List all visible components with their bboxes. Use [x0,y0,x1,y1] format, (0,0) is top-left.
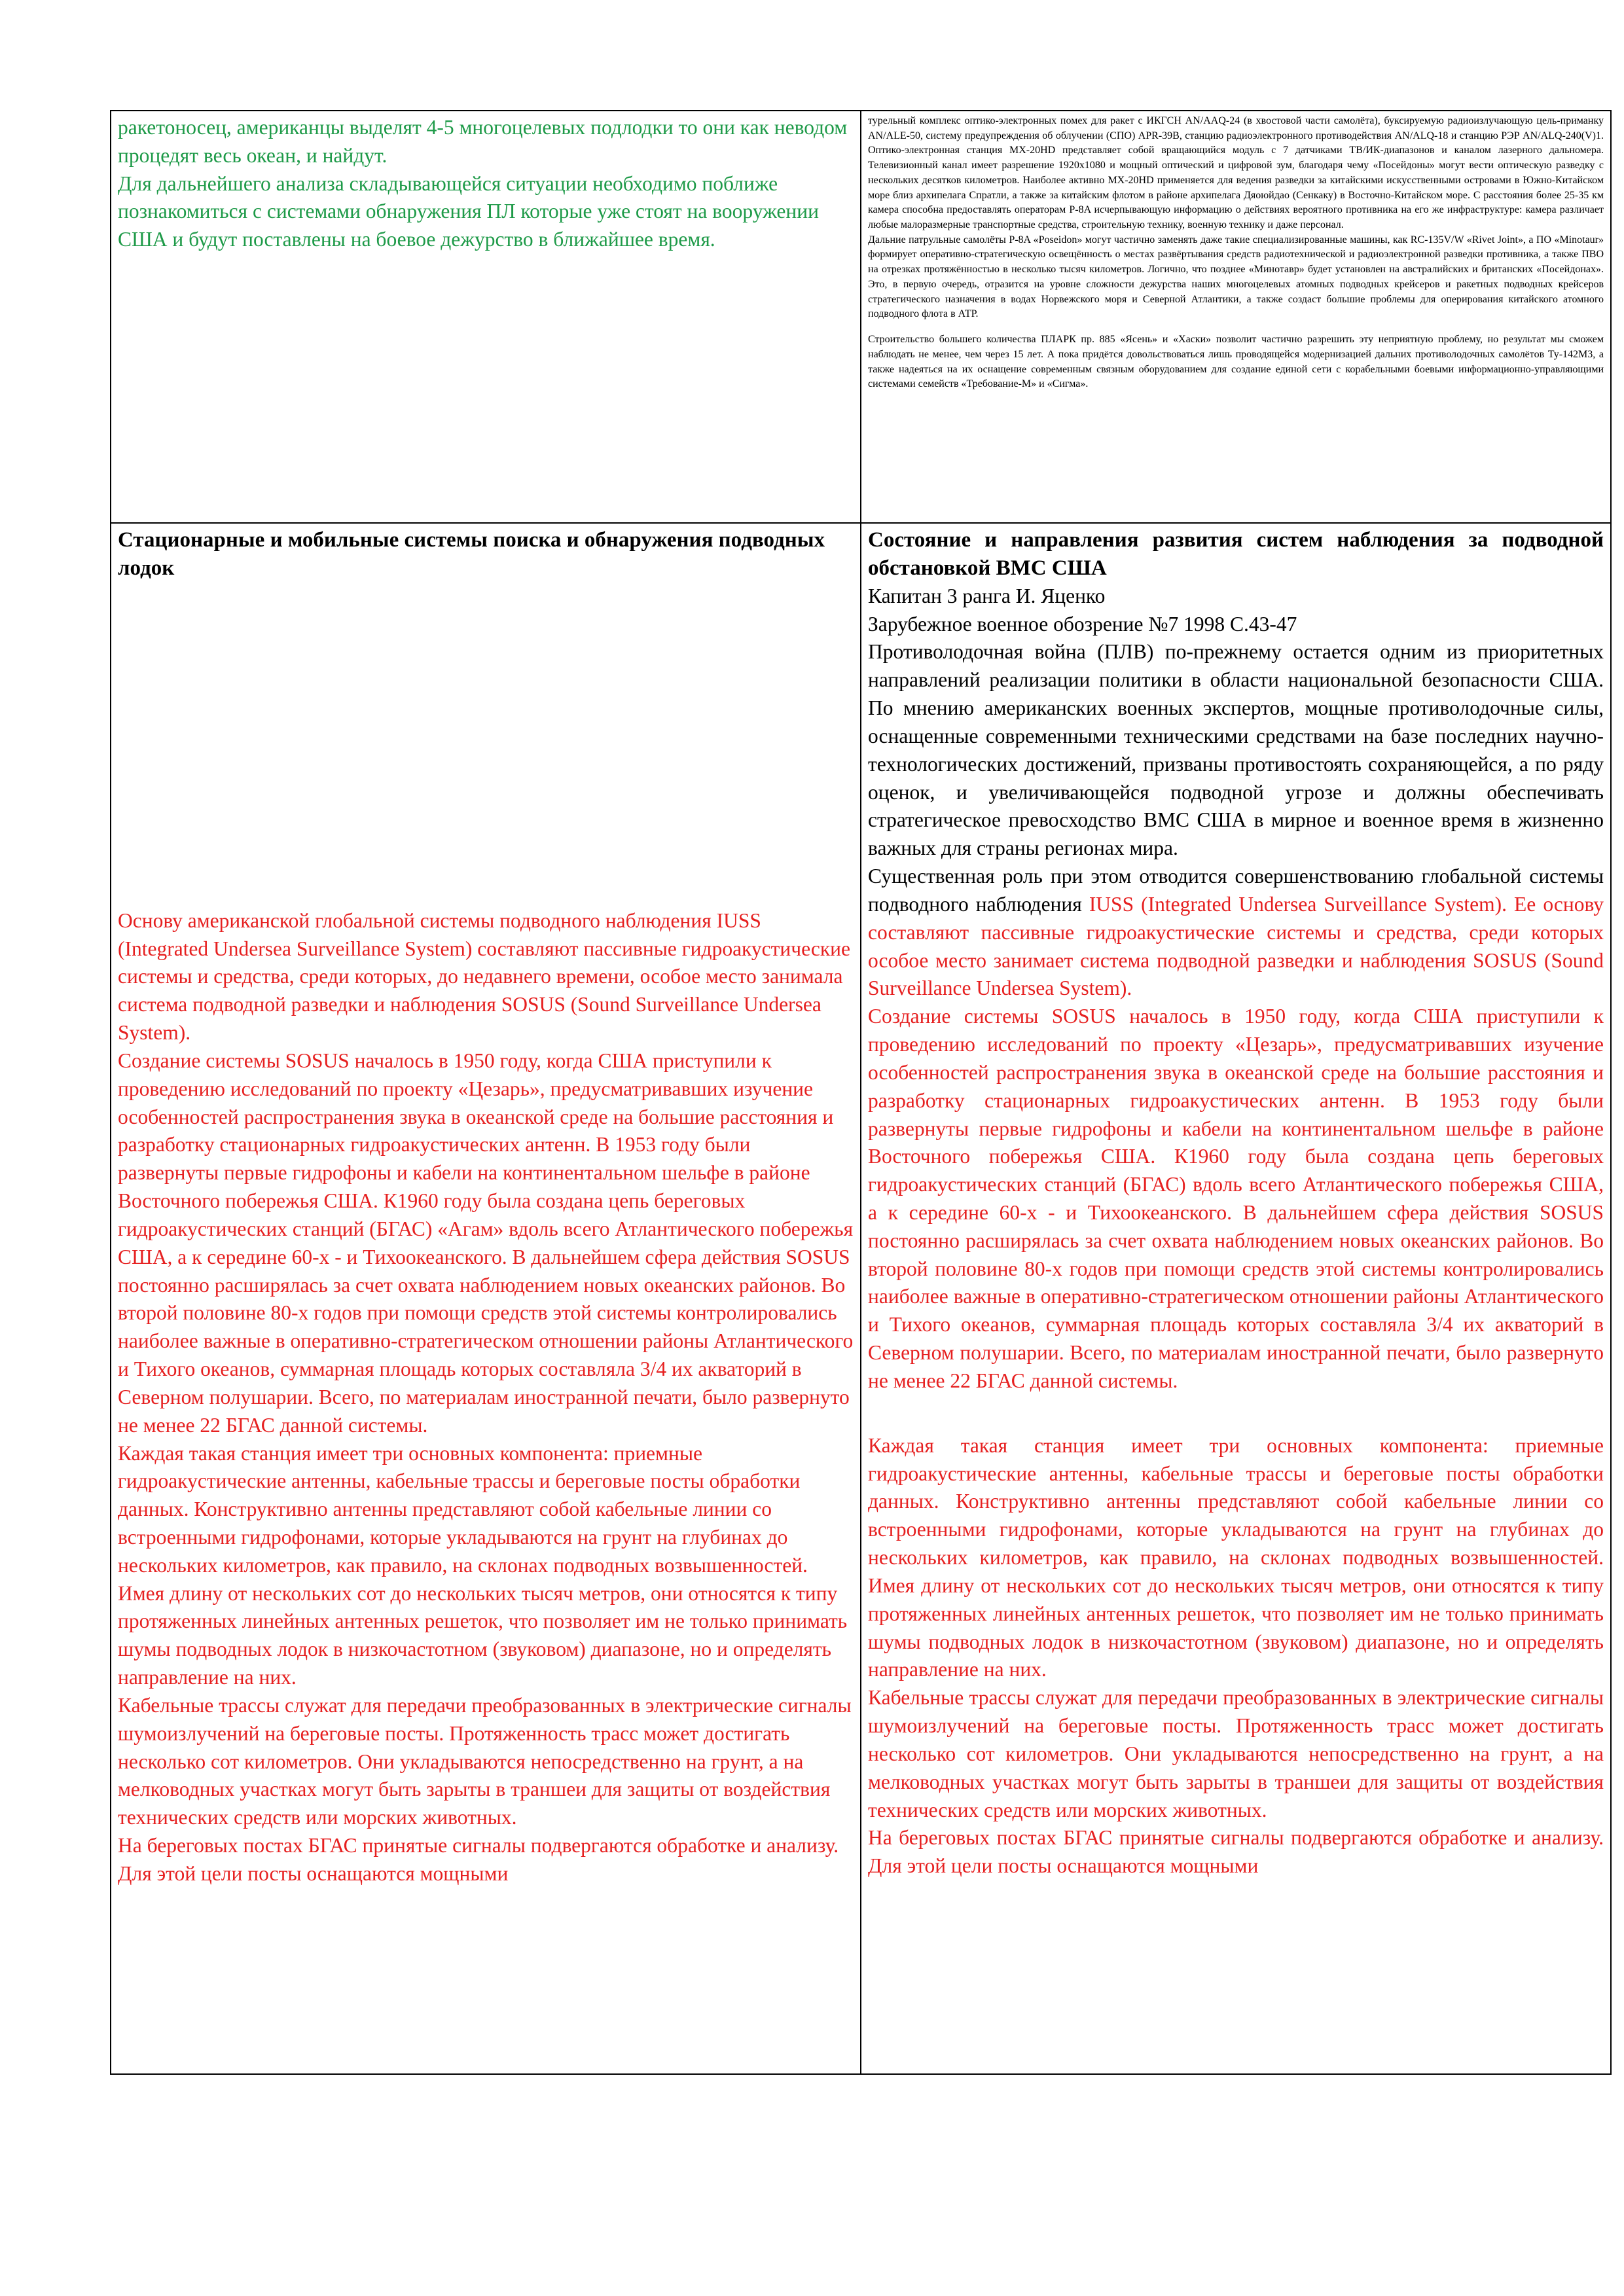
comparison-table [110,110,1612,2075]
paragraph: ракетоносец, американцы выделят 4-5 многоцелевых подлодки то они как неводом процедят весь океан, и найдут. [118,116,848,167]
paragraph: Противолодочная война (ПЛВ) по-прежнему остается одним из приоритетных направлений реализации политики в области национальной безопасности США. По мнению американских военных экспертов, мощные противолодочные силы, оснащенные современными техническими средствами на базе последних научно-технологических достижений, призваны противостоять сохраняющейся, а по ряду оценок, и увеличивающейся подводной угрозе и должны обеспечивать стратегическое превосходство ВМС США в мирное и военное время в жизненно важных для страны регионах мира. [868,640,1604,860]
paragraph: На береговых постах БГАС принятые сигналы подвергаются обработке и анализу. Для этой цели посты оснащаются мощными [868,1826,1604,1878]
row2-left-cell [111,523,861,2074]
row1-left-cell [111,111,861,523]
small-paragraph: турельный комплекс оптико-электронных помех для ракет с ИКГСН AN/AAQ-24 (в хвостовой части самолёта), буксируемую радиоизлучающую цель-приманку AN/ALE-50, систему предупреждения об облучении (СПО) APR-39B, станцию радиоэлектронного противодействия AN/ALQ-18 и станцию РЭР AN/ALQ-240(V)1. Оптико-электронная станция MX-20HD представляет собой вращающийся модуль с 7 датчиками ТВ/ИК-диапазонов и каналом лазерного дальномера. Телевизионный канал имеет разрешение 1920x1080 и мощный оптический и цифровой зум, благодаря чему «Посейдоны» могут вести оптическую разведку с нескольких десятков километров. Наиболее активно MX-20HD применяется для ведения разведки за китайскими искусственными островами в Южно-Китайском море близ архипелага Спратли, а также за китайским флотом в районе архипелага Дяоюйдао (Сенкаку) в Восточно-Китайском море. С расстояния более 25-35 км камера способна предоставлять операторам P-8A исчерпывающую информацию о действиях вероятного противника на его же инфраструктуре: камера различает любые малоразмерные транспортные средства, строительную технику, военную технику и даже персонал. [868,115,1604,231]
paragraph: Создание системы SOSUS началось в 1950 году, когда США приступили к проведению исследований по проекту «Цезарь», предусматривавших изучение особенностей распространения звука в океанской среде на большие расстояния и разработку стационарных гидроакустических антенн. В 1953 году были развернуты первые гидрофоны и кабели на континентальном шельфе в районе Восточного побережья США. К1960 году была создана цепь береговых гидроакустических станций (БГАС) вдоль всего Атлантического побережья США, а к середине 60-х - и Тихоокеанского. В дальнейшем сфера действия SOSUS постоянно расширялась за счет охвата наблюдением новых океанских районов. Во второй половине 80-х годов при помощи средств этой системы контролировались наиболее важные в оперативно-стратегическом отношении районы Атлантического и Тихого океанов, суммарная площадь которых составляла 3/4 их акваторий в Северном полушарии. Всего, по материалам иностранной печати, было развернуто не менее 22 БГАС данной системы. [868,1005,1604,1392]
section-heading: Стационарные и мобильные системы поиска и обнаружения подводных лодок [118,528,825,580]
paragraph: Кабельные трассы служат для передачи преобразованных в электрические сигналы шумоизлучений на береговые посты. Протяженность трасс может достигать несколько сот километров. Они укладываются непосредственно на грунт, а на мелководных участках могут быть зарыты в траншеи для защиты от воздействия технических средств или морских животных. [868,1686,1604,1821]
small-paragraph: Дальние патрульные самолёты P-8A «Poseidon» могут частично заменять даже такие специализированные машины, как RC-135V/W «Rivet Joint», а ПО «Minotaur» формирует оперативно-стратегическую освещённость о местах развёртывания средств радиотехнической и радиоэлектронной разведки противника, а также ПВО на отрезках протяжённостью в несколько тысяч километров. Логично, что позднее «Минотавр» будет установлен на австралийских и британских «Посейдонах». Это, в первую очередь, отразится на уровне сложности дежурства наших многоцелевых атомных подводных крейсеров и ракетных подводных крейсеров стратегического назначения в водах Норвежского моря и Северной Атлантики, а также создаст большие проблемы для оперирования китайского атомного подводного флота в АТР. [868,234,1604,320]
text-span: Существенная роль при этом отводится совершенствованию глобальной системы подводного наблюдения [868,865,1604,916]
paragraph: Для дальнейшего анализа складывающейся ситуации необходимо поближе познакомиться с системами обнаружения ПЛ которые уже стоят на вооружении США и будут поставлены на боевое дежурство в ближайшее время. [118,171,819,251]
paragraph: Каждая такая станция имеет три основных компонента: приемные гидроакустические антенны, кабельные трассы и береговые посты обработки данных. Конструктивно антенны представляют собой кабельные линии со встроенными гидрофонами, которые укладываются на грунт на глубинах до нескольких километров, как правило, на склонах подводных возвышенностей. Имея длину от нескольких сот до нескольких тысяч метров, они относятся к типу протяженных линейных антенных решеток, что позволяет им не только принимать шумы подводных лодок в низкочастотном (звуковом) диапазоне, но и определять направление на них. [118,1441,848,1689]
table-row [111,523,1611,2074]
small-paragraph: Строительство большего количества ПЛАРК пр. 885 «Ясень» и «Хаски» позволит частично разрешить эту неприятную проблему, но результат мы сможем наблюдать не менее, чем через 15 лет. А пока придётся довольствоваться лишь проводящейся модернизацией дальних противолодочных самолётов Ту-142М3, а также надеяться на их оснащение современным связным оборудованием для создание единой сети с корабельными боевыми информационно-управляющими системами семейств «Требование-М» и «Сигма». [868,334,1604,390]
row1-right-cell [861,111,1611,523]
paragraph: Основу американской глобальной системы подводного наблюдения IUSS (Integrated Undersea Surveillance System) составляют пассивные гидроакустические системы и средства, среди которых, до недавнего времени, особое место занимала система подводной разведки и наблюдения SOSUS (Sound Surveillance Undersea System). [118,908,850,1045]
article-author: Капитан 3 ранга И. Яценко [868,584,1106,607]
text-span-highlighted: IUSS (Integrated Undersea Surveillance System). Ее основу составляют пассивные гидроакустические системы и средства, среди которых особое место занимает система подводной разведки и наблюдения SOSUS (Sound Surveillance Undersea System). [868,892,1604,1000]
paragraph: Каждая такая станция имеет три основных компонента: приемные гидроакустические антенны, кабельные трассы и береговые посты обработки данных. Конструктивно антенны представляют собой кабельные линии со встроенными гидрофонами, которые укладываются на грунт на глубинах до нескольких километров, как правило, на склонах подводных возвышенностей. Имея длину от нескольких сот до нескольких тысяч метров, они относятся к типу протяженных линейных антенных решеток, что позволяет им не только принимать шумы подводных лодок в низкочастотном (звуковом) диапазоне, но и определять направление на них. [868,1433,1604,1681]
paragraph: На береговых постах БГАС принятые сигналы подвергаются обработке и анализу. Для этой цели посты оснащаются мощными [118,1834,839,1885]
table-row [111,111,1611,523]
row2-right-cell [861,523,1611,2074]
article-source: Зарубежное военное обозрение №7 1998 С.43-47 [868,612,1297,636]
document-page [110,110,1604,2075]
paragraph [868,863,1604,1003]
article-title: Состояние и направления развития систем наблюдения за подводной обстановкой ВМС США [868,528,1604,580]
paragraph: Кабельные трассы служат для передачи преобразованных в электрические сигналы шумоизлучений на береговые посты. Протяженность трасс может достигать несколько сот километров. Они укладываются непосредственно на грунт, а на мелководных участках могут быть зарыты в траншеи для защиты от воздействия технических средств или морских животных. [118,1693,852,1829]
paragraph: Создание системы SOSUS началось в 1950 году, когда США приступили к проведению исследований по проекту «Цезарь», предусматривавших изучение особенностей распространения звука в океанской среде на большие расстояния и разработку стационарных гидроакустических антенн. В 1953 году были развернуты первые гидрофоны и кабели на континентальном шельфе в районе Восточного побережья США. К1960 году была создана цепь береговых гидроакустических станций (БГАС) «Агам» вдоль всего Атлантического побережья США, а к середине 60-х - и Тихоокеанского. В дальнейшем сфера действия SOSUS постоянно расширялась за счет охвата наблюдением новых океанских районов. Во второй половине 80-х годов при помощи средств этой системы контролировались наиболее важные в оперативно-стратегическом отношении районы Атлантического и Тихого океанов, суммарная площадь которых составляла 3/4 их акваторий в Северном полушарии. Всего, по материалам иностранной печати, было развернуто не менее 22 БГАС данной системы. [118,1049,854,1437]
